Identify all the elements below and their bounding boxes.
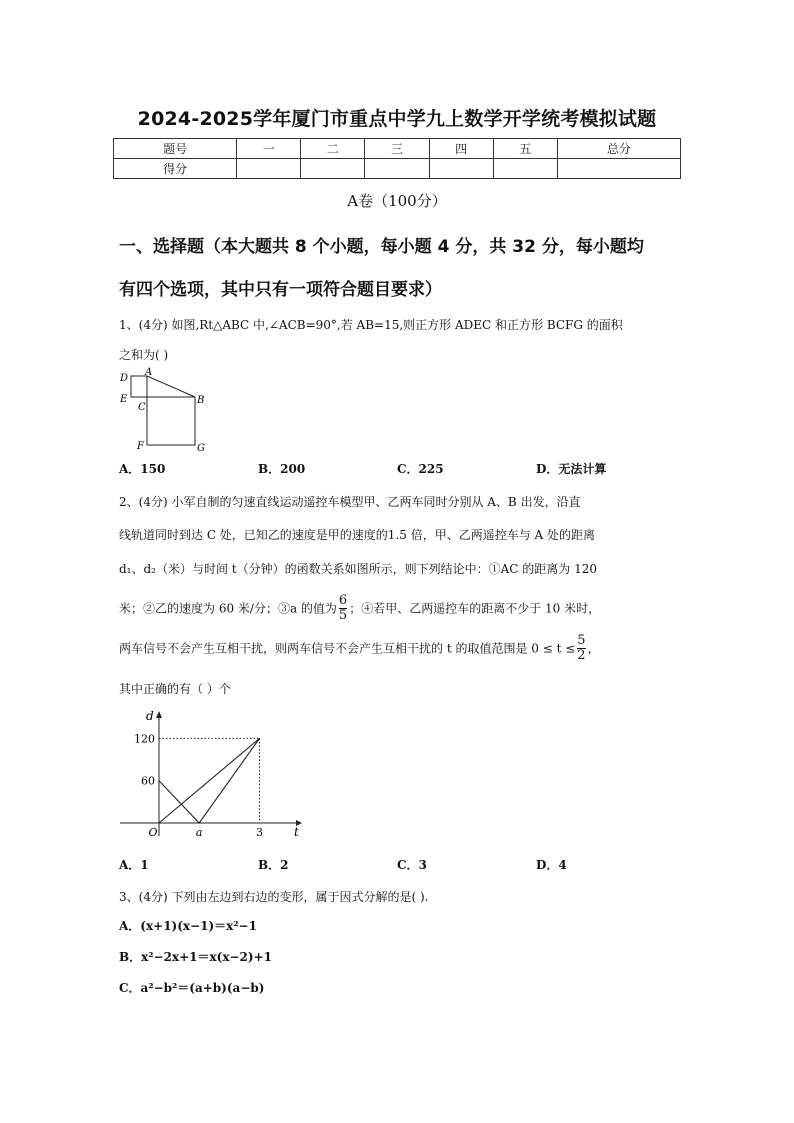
score-table (113, 138, 681, 179)
score-cell (301, 159, 365, 179)
q2-text-line6: 其中正确的有（ ）个 (119, 682, 231, 696)
score-cell (557, 159, 680, 179)
fraction-five-halves (577, 634, 585, 664)
square-adec (131, 376, 147, 397)
q3-text-line1: 3、(4分) 下列由左边到右边的变形，属于因式分解的是( ). (119, 890, 429, 904)
score-table-score-row (114, 159, 681, 179)
y-axis-label: d (146, 709, 154, 723)
fraction-numerator: 5 (577, 633, 586, 648)
x-tick-label: a (195, 826, 203, 839)
q2-chart (112, 702, 312, 842)
q1-text-line2: 之和为( ) (119, 348, 169, 362)
score-header: 题号 (114, 139, 237, 159)
q3-option-b: B．x²−2x+1＝x(x−2)+1 (119, 950, 272, 964)
q2-option-d: D．4 (536, 858, 567, 872)
q2-text-line3: d₁、d₂（米）与时间 t（分钟）的函数关系如图所示，则下列结论中：①AC 的距离为 120 (119, 562, 598, 576)
score-row-label: 得分 (114, 159, 237, 179)
y-tick-label: 60 (141, 774, 155, 788)
label-c: C (138, 402, 146, 413)
score-cell (429, 159, 493, 179)
score-header: 一 (237, 139, 301, 159)
segment-ab (147, 376, 195, 397)
series-line-d1 (159, 738, 260, 823)
label-e: E (120, 394, 128, 405)
label-d: D (120, 373, 129, 384)
fraction-six-fifths (339, 594, 347, 624)
score-cell (237, 159, 301, 179)
score-header: 三 (365, 139, 429, 159)
score-header: 四 (429, 139, 493, 159)
volume-heading: A卷（100分） (347, 192, 447, 210)
y-axis-arrow (156, 711, 162, 718)
x-axis-label: t (294, 825, 299, 839)
q1-option-d: D．无法计算 (536, 462, 607, 476)
q1-option-a: A．150 (119, 462, 166, 476)
y-tick-label: 120 (134, 732, 155, 746)
q1-option-b: B．200 (258, 462, 306, 476)
q2-line4-start: 米；②乙的速度为 60 米/分；③a 的值为 (119, 601, 337, 616)
q2-option-c: C．3 (397, 858, 427, 872)
fraction-denominator: 2 (577, 648, 586, 664)
q2-text-line1: 2、(4分) 小军自制的匀速直线运动遥控车模型甲、乙两车同时分别从 A、B 出发，沿直 (119, 495, 581, 509)
q2-line5-start: 两车信号不会产生互相干扰，则两车信号不会产生互相干扰的 t 的取值范围是 0 ≤ t ≤ (119, 641, 576, 656)
label-g: G (197, 443, 205, 454)
page-title: 2024-2025学年厦门市重点中学九上数学开学统考模拟试题 (137, 108, 657, 130)
q2-option-b: B．2 (258, 858, 289, 872)
section-heading-line1: 一、选择题（本大题共 8 个小题，每小题 4 分，共 32 分，每小题均 (119, 237, 644, 257)
x-tick-label: O (148, 826, 158, 839)
q2-option-a: A．1 (119, 858, 149, 872)
q1-text-line1: 1、(4分) 如图,Rt△ABC 中,∠ACB=90°,若 AB=15,则正方形 ADEC 和正方形 BCFG 的面积 (119, 318, 623, 332)
x-tick-label: 3 (256, 826, 263, 839)
label-b: B (197, 395, 205, 406)
q2-text-line5 (119, 634, 679, 664)
q2-text-line4 (119, 594, 679, 624)
q1-option-c: C．225 (397, 462, 444, 476)
label-a: A (145, 367, 153, 378)
q1-figure (115, 367, 210, 455)
q3-option-a: A．(x+1)(x−1)＝x²−1 (119, 919, 257, 933)
score-cell (493, 159, 557, 179)
score-header: 五 (493, 139, 557, 159)
score-cell (365, 159, 429, 179)
label-f: F (137, 441, 144, 452)
score-table-header-row (114, 139, 681, 159)
fraction-numerator: 6 (338, 593, 348, 608)
score-header: 总分 (557, 139, 680, 159)
q3-option-c: C．a²−b²＝(a+b)(a−b) (119, 981, 265, 995)
fraction-denominator: 5 (338, 608, 348, 624)
q2-line4-end: ；④若甲、乙两遥控车的距离不少于 10 米时， (349, 601, 601, 616)
square-bcfg (147, 397, 195, 445)
q2-line5-end: ， (587, 641, 600, 656)
score-header: 二 (301, 139, 365, 159)
section-heading-line2: 有四个选项，其中只有一项符合题目要求） (119, 280, 442, 300)
q2-text-line2: 线轨道同时到达 C 处，已知乙的速度是甲的速度的1.5 倍，甲、乙两遥控车与 A 处的距离 (119, 528, 596, 542)
